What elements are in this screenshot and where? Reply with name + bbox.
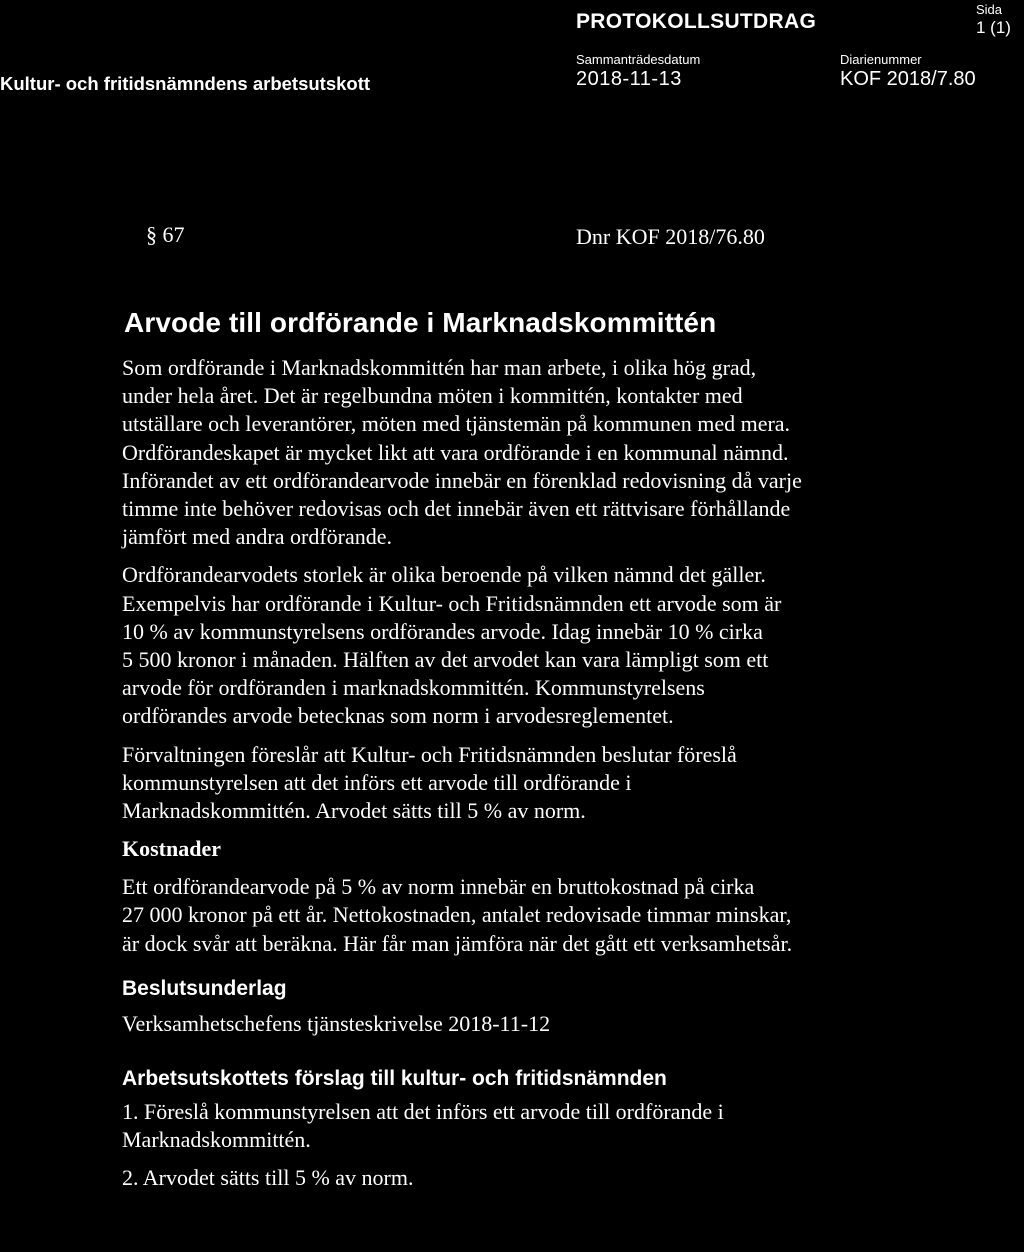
- text-line: Införandet av ett ordförandearvode innebär en förenklad redovisning då varje: [122, 467, 802, 493]
- meeting-date-label: Sammanträdesdatum: [576, 52, 701, 67]
- page-label: Sida: [976, 2, 1003, 17]
- diarienummer-value: KOF 2018/7.80: [840, 68, 976, 90]
- text-line: Ordförandearvodets storlek är olika beroende på vilken nämnd det gäller.: [122, 562, 766, 588]
- text-line: arvode för ordföranden i marknadskommittén. Kommunstyrelsens: [122, 675, 705, 701]
- meeting-date-value: 2018-11-13: [576, 68, 682, 90]
- text-line: Marknadskommittén.: [122, 1127, 311, 1153]
- text-line: kommunstyrelsen att det införs ett arvode till ordförande i: [122, 769, 632, 795]
- paragraph-number: § 67: [146, 222, 185, 247]
- text-line: 10 % av kommunstyrelsens ordförandes arvode. Idag innebär 10 % cirka: [122, 618, 763, 644]
- paragraph-dnr: Dnr KOF 2018/76.80: [576, 224, 765, 249]
- text-line: är dock svår att beräkna. Här får man jämföra när det gått ett verksamhetsår.: [122, 930, 793, 956]
- text-line: 27 000 kronor på ett år. Nettokostnaden, antalet redovisade timmar minskar,: [122, 902, 792, 928]
- text-line: under hela året. Det är regelbundna möten i kommittén, kontakter med: [122, 383, 743, 409]
- text-line: ordförandes arvode betecknas som norm i arvodesreglementet.: [122, 703, 674, 729]
- text-line: Marknadskommittén. Arvodet sätts till 5 % av norm.: [122, 798, 586, 824]
- document-title: Arvode till ordförande i Marknadskommittén: [124, 307, 717, 338]
- text-line: 5 500 kronor i månaden. Hälften av det arvodet kan vara lämpligt som ett: [122, 647, 769, 673]
- text-line: Som ordförande i Marknadskommittén har man arbete, i olika hög grad,: [122, 355, 757, 380]
- forslag-item-2: 2. Arvodet sätts till 5 % av norm.: [122, 1165, 414, 1191]
- forslag-heading: Arbetsutskottets förslag till kultur- och fritidsnämnden: [122, 1067, 667, 1091]
- text-line: utställare och leverantörer, möten med tjänstemän på kommunen med mera.: [122, 411, 791, 437]
- forslag-item-1: [122, 1098, 1002, 1154]
- beslutsunderlag-heading: Beslutsunderlag: [122, 976, 287, 1000]
- forvaltning-paragraph: [122, 741, 1002, 826]
- arvode-paragraph: [122, 561, 1002, 730]
- diarienummer-label: Diarienummer: [840, 52, 922, 67]
- text-line: jämfört med andra ordförande.: [122, 524, 392, 550]
- document-body: [122, 300, 1002, 1193]
- text-line: timme inte behöver redovisas och det innebär även ett rättvisare förhållande: [122, 496, 791, 522]
- document-type-title: PROTOKOLLSUTDRAG: [576, 10, 817, 33]
- text-line: Exempelvis har ordförande i Kultur- och Fritidsnämnden ett arvode som är: [122, 590, 782, 616]
- beslutsunderlag-text: Verksamhetschefens tjänsteskrivelse 2018-11-12: [122, 1010, 551, 1036]
- organization-name: Kultur- och fritidsnämndens arbetsutskott: [0, 73, 371, 94]
- text-line: Ett ordförandearvode på 5 % av norm innebär en bruttokostnad på cirka: [122, 874, 755, 900]
- intro-paragraph: [122, 354, 1002, 551]
- text-line: Ordförandeskapet är mycket likt att vara ordförande i en kommunal nämnd.: [122, 439, 789, 465]
- page-number: 1 (1): [976, 18, 1011, 37]
- text-line: 1. Föreslå kommunstyrelsen att det införs ett arvode till ordförande i: [122, 1099, 724, 1125]
- kostnader-paragraph: [122, 873, 1002, 958]
- kostnader-heading: Kostnader: [122, 836, 221, 862]
- text-line: Förvaltningen föreslår att Kultur- och Fritidsnämnden beslutar föreslå: [122, 741, 737, 767]
